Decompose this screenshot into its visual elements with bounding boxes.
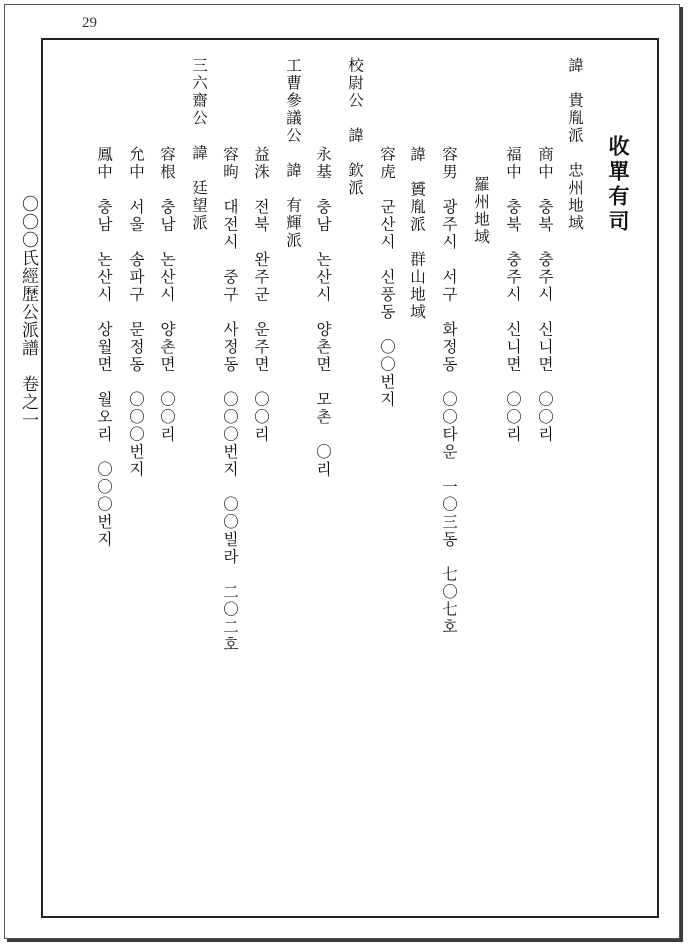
column-line: 容虎 군산시 신풍동 〇〇번지 (378, 146, 396, 409)
document-page (4, 4, 680, 939)
column-line: 允中 서울 송파구 문정동 〇〇〇번지 (127, 146, 145, 479)
column-line: 容根 충남 논산시 양촌면 〇〇리 (158, 146, 176, 444)
side-title: 〇〇〇氏經歷公派譜 卷之一 (18, 195, 38, 429)
column-line: 福中 충북 충주시 신니면 〇〇리 (504, 146, 522, 444)
column-line: 商中 충북 충주시 신니면 〇〇리 (536, 146, 554, 444)
column-line: 校尉公 諱 欽派 (346, 57, 364, 197)
column-line: 益洙 전북 완주군 운주면 〇〇리 (252, 146, 270, 444)
page-title: 收單有司 (606, 135, 631, 235)
column-line: 諱 贇胤派 群山地域 (408, 146, 426, 321)
column-line: 容男 광주시 서구 화정동 〇〇타운 一〇三동 七〇七호 (440, 146, 458, 636)
column-line: 鳳中 충남 논산시 상월면 월오리 〇〇〇번지 (95, 146, 113, 549)
column-line: 容昫 대전시 중구 사정동 〇〇〇번지 〇〇빌라 二〇二호 (221, 146, 239, 654)
column-line: 羅州地域 (472, 176, 490, 246)
column-line: 三六齋公 諱 廷望派 (190, 57, 208, 232)
page-number: 29 (82, 15, 97, 31)
column-line: 永基 충남 논산시 양촌면 모촌 〇리 (314, 146, 332, 479)
column-line: 工曹參議公 諱 有輝派 (284, 57, 302, 250)
column-line: 諱 貴胤派 忠州地域 (566, 57, 584, 232)
